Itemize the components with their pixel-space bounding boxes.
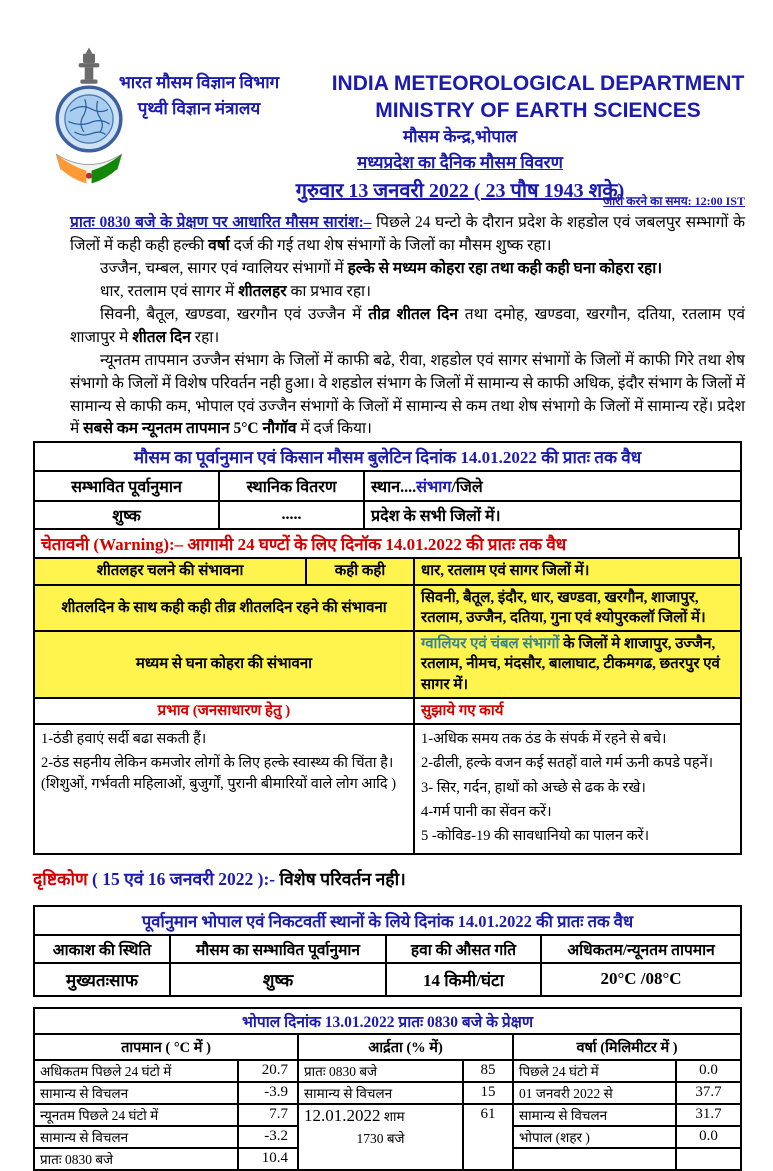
place-division: संभाग bbox=[416, 479, 452, 497]
summary-paragraph-1 bbox=[70, 212, 745, 258]
summary-text: धार, रतलाम एवं सागर में bbox=[100, 282, 239, 300]
outlook-text: विशेष परिवर्तन नही। bbox=[275, 868, 406, 889]
org-hindi-line1: भारत मौसम विज्ञान विभाग bbox=[118, 73, 280, 92]
summary-text: न्यूनतम तापमान उज्जैन संभाग के जिलों में काफी बढे, रीवा, शहडोल एवं सागर संभागों के जिलों में काफी गिरे तथा शेष संभागो के जिलों में विशेष परिवर्तन नही हुआ। वे शहडोल संभाग के जिलों में सामान्य से काफी अधिक, इंदौर संभाग के जिलों में सामान्य से काफी कम, भोपाल एवं उज्जैन संभागों के जिलों में सामान्य से कम तथा शेष संभागो के जिलों में सामान्य रहें। प्रदेश में bbox=[70, 351, 745, 438]
bulletin-date: गुरुवार 13 जनवरी 2022 ( 23 पौष 1943 शके) bbox=[295, 180, 625, 202]
coldwave-extent: कही कही bbox=[306, 558, 414, 584]
summary-paragraph-3 bbox=[70, 281, 745, 304]
observation-title-row bbox=[34, 1008, 741, 1034]
coldday-label: शीतलदिन के साथ कही कही तीव्र शीतलदिन रहने की संभावना bbox=[34, 585, 414, 632]
expected-weather-value: शुष्क bbox=[170, 963, 386, 996]
warning-table bbox=[33, 557, 742, 854]
bhopal-forecast-title-row bbox=[34, 906, 741, 935]
observation-group-row bbox=[34, 1034, 741, 1060]
bhopal-forecast-title: पूर्वानुमान भोपाल एवं निकटवर्ती स्थानों के लिये दिनांक 14.01.2022 की प्रातः तक वैध bbox=[34, 906, 741, 935]
forecast-col-place bbox=[364, 471, 741, 501]
action-item: 2-ढीली, हल्के वजन कई सतहों वाले गर्म ऊनी कपडे पहनें। bbox=[421, 755, 714, 772]
forecast-title: मौसम का पूर्वानुमान एवं किसान मौसम बुलेटिन दिनांक 14.01.2022 की प्रातः तक वैध bbox=[34, 442, 741, 471]
summary-text: सिवनी, बैतूल, खण्डवा, खरगौन एवं उज्जैन में bbox=[100, 305, 369, 323]
office-name: मौसम केन्द्र,भोपाल bbox=[402, 127, 517, 146]
temp-min-deviation-label: सामान्य से विचलन bbox=[34, 1126, 238, 1148]
summary-heading: प्रातः 0830 बजे के प्रेक्षण पर आधारित मौसम सारांश:– bbox=[70, 214, 372, 231]
observation-title: भोपाल दिनांक 13.01.2022 प्रातः 0830 बजे के प्रेक्षण bbox=[34, 1008, 741, 1034]
sky-condition-value: मुख्यतःसाफ bbox=[34, 963, 170, 996]
impact-item: 2-ठंड सहनीय लेकिन कमजोर लोगों के लिए हल्के स्वास्थ्य की चिंता है। (शिशुओं, गर्भवती महिलाओं, बुजुर्गों, पुरानी बीमारियों वाले लोग आदि ) bbox=[41, 755, 397, 792]
fog-districts-rest: के जिलों मे शाजापुर, उज्जैन, रतलाम, नीमच, मंदसौर, बालाघाट, टीकमगढ, छतरपुर एवं सागर में। bbox=[421, 636, 720, 693]
bhopal-forecast-value-row bbox=[34, 963, 741, 996]
impact-list bbox=[34, 724, 414, 853]
max-min-temp-header: अधिकतम/न्यूनतम तापमान bbox=[541, 935, 741, 963]
issue-time: जारी करने का समय: 12:00 IST bbox=[603, 194, 745, 208]
sky-condition-header: आकाश की स्थिति bbox=[34, 935, 170, 963]
org-english-line1: INDIA METEOROLOGICAL DEPARTMENT bbox=[331, 72, 745, 95]
summary-text: में दर्ज किया। bbox=[296, 420, 372, 438]
forecast-title-row bbox=[34, 442, 741, 471]
summary-text: दर्ज की गई तथा शेष संभागों के जिलों का मौसम शुष्क रहा। bbox=[229, 236, 552, 254]
outlook-label: दृष्टिकोण bbox=[33, 868, 88, 889]
summary-bold: तीव्र शीतल दिन bbox=[368, 305, 458, 323]
fog-divisions: ग्वालियर एवं चंबल संभागों bbox=[421, 636, 560, 653]
org-name-english bbox=[318, 70, 758, 125]
rain-bhopal-city-value: 0.0 bbox=[676, 1126, 741, 1148]
coldwave-districts: धार, रतलाम एवं सागर जिलों में। bbox=[414, 558, 741, 584]
temp-0830-label: प्रातः 0830 बजे bbox=[34, 1148, 238, 1170]
warning-banner-row bbox=[34, 529, 739, 558]
coldday-districts: सिवनी, बैतूल, इंदौर, धार, खण्डवा, खरगौन, शाजापुर, रतलाम, उज्जैन, दतिया, गुना एवं श्योपुरकलॉ जिलों में। bbox=[414, 585, 741, 632]
fog-row bbox=[34, 631, 741, 698]
rain-since-jan-value: 37.7 bbox=[676, 1082, 741, 1104]
summary-bold-min-temp: सबसे कम न्यूनतम तापमान 5°C नौगॉव bbox=[83, 420, 297, 438]
action-header: सुझाये गए कार्य bbox=[414, 698, 741, 724]
coldday-row bbox=[34, 585, 741, 632]
rain-24h-value: 0.0 bbox=[676, 1060, 741, 1082]
impact-action-row bbox=[34, 724, 741, 853]
summary-text: रहा। bbox=[190, 328, 220, 346]
forecast-table bbox=[33, 441, 742, 530]
humidity-deviation-label: सामान्य से विचलन bbox=[298, 1082, 463, 1104]
temp-min-24h-value: 7.7 bbox=[238, 1104, 298, 1126]
summary-paragraph-5 bbox=[70, 350, 745, 442]
summary-text: तथा दमोह, खण्डवा, खरगौन, दतिया, रतलाम एवं शाजापुर मे bbox=[70, 305, 745, 346]
summary-text: उज्जैन, चम्बल, सागर एवं ग्वालियर संभागों में bbox=[100, 259, 348, 277]
rainfall-group-header: वर्षा (मिलिमीटर में ) bbox=[513, 1034, 741, 1060]
rain-since-jan-label: 01 जनवरी 2022 से bbox=[513, 1082, 676, 1104]
coldwave-row bbox=[34, 558, 741, 584]
forecast-header-row bbox=[34, 471, 741, 501]
warning-banner-table bbox=[33, 528, 740, 559]
temp-max-deviation-label: सामान्य से विचलन bbox=[34, 1082, 238, 1104]
place-district: /जिले bbox=[451, 479, 483, 497]
humidity-evening-suffix: शाम bbox=[380, 1108, 405, 1124]
humidity-deviation-value: 15 bbox=[463, 1082, 513, 1104]
fog-label: मध्यम से घना कोहरा की संभावना bbox=[34, 631, 414, 698]
forecast-value-dry: शुष्क bbox=[34, 501, 219, 529]
temp-max-24h-value: 20.7 bbox=[238, 1060, 298, 1082]
action-item: 1-अधिक समय तक ठंड के संपर्क में रहने से बचे। bbox=[421, 731, 667, 748]
action-item: 3- सिर, गर्दन, हाथों को अच्छे से ढक के रखे। bbox=[421, 779, 646, 796]
observation-table bbox=[33, 1007, 742, 1171]
rain-empty-value bbox=[676, 1148, 741, 1170]
temp-max-deviation-value: -3.9 bbox=[238, 1082, 298, 1104]
summary-bold: शीतल दिन bbox=[132, 328, 191, 346]
temp-0830-value: 10.4 bbox=[238, 1148, 298, 1170]
org-name-hindi bbox=[104, 70, 294, 123]
bulletin-subtitle: मध्यप्रदेश का दैनिक मौसम विवरण bbox=[357, 153, 563, 172]
action-item: 4-गर्म पानी का सेंवन करें। bbox=[421, 804, 552, 821]
rain-deviation-value: 31.7 bbox=[676, 1104, 741, 1126]
summary-text: पिछले 24 घन्टो के दौरान प्रदेश के शहडोल एवं जबलपुर सम्भागों के जिलों में कही कही हल्की bbox=[70, 214, 745, 254]
summary-paragraph-4 bbox=[70, 304, 745, 350]
humidity-group-header: आर्द्रता (% में) bbox=[298, 1034, 513, 1060]
header bbox=[0, 0, 773, 206]
temp-min-deviation-value: -3.2 bbox=[238, 1126, 298, 1148]
org-english-line2: MINISTRY OF EARTH SCIENCES bbox=[375, 99, 701, 123]
observation-row bbox=[34, 1060, 741, 1082]
forecast-value-row bbox=[34, 501, 741, 529]
org-hindi-line2: पृथ्वी विज्ञान मंत्रालय bbox=[137, 99, 261, 119]
forecast-value-area: प्रदेश के सभी जिलों में। bbox=[364, 501, 741, 529]
temp-max-24h-label: अधिकतम पिछले 24 घंटो में bbox=[34, 1060, 238, 1082]
action-list bbox=[414, 724, 741, 853]
temperature-group-header: तापमान ( °C में ) bbox=[34, 1034, 298, 1060]
rain-deviation-label: सामान्य से विचलन bbox=[513, 1104, 676, 1126]
impact-header-row bbox=[34, 698, 741, 724]
max-min-temp-value: 20°C /08°C bbox=[541, 963, 741, 996]
observation-row bbox=[34, 1104, 741, 1126]
humidity-evening-time: 1730 बजे bbox=[356, 1130, 405, 1146]
observation-row bbox=[34, 1082, 741, 1104]
summary-bold: हल्के से मध्यम कोहरा रहा तथा कही कही घना कोहरा रहा। bbox=[347, 259, 663, 277]
forecast-col-spatial: स्थानिक वितरण bbox=[219, 471, 364, 501]
wind-speed-value: 14 किमी/घंटा bbox=[386, 963, 541, 996]
action-item: 5 -कोविड-19 की सावधानियो का पालन करें। bbox=[421, 828, 650, 845]
humidity-evening-date: 12.01.2022 bbox=[304, 1105, 381, 1125]
humidity-evening-label bbox=[298, 1104, 463, 1170]
impact-item: 1-ठंडी हवाएं सर्दी बढा सकती हैं। bbox=[41, 731, 207, 748]
humidity-0830-value: 85 bbox=[463, 1060, 513, 1082]
summary-bold: शीतलहर bbox=[238, 282, 287, 300]
ashoka-emblem-icon bbox=[79, 48, 100, 84]
expected-weather-header: मौसम का सम्भावित पूर्वानुमान bbox=[170, 935, 386, 963]
wind-speed-header: हवा की औसत गति bbox=[386, 935, 541, 963]
summary-bold: वर्षा bbox=[208, 236, 230, 254]
summary-paragraph-2 bbox=[70, 258, 745, 281]
place-label: स्थान.... bbox=[371, 479, 417, 497]
temp-min-24h-label: न्यूनतम पिछले 24 घंटो में bbox=[34, 1104, 238, 1126]
humidity-evening-value: 61 bbox=[463, 1104, 513, 1170]
rain-bhopal-city-label: भोपाल (शहर ) bbox=[513, 1126, 676, 1148]
summary-text: का प्रभाव रहा। bbox=[286, 282, 371, 300]
bhopal-forecast-table bbox=[33, 905, 742, 997]
warning-banner-text: चेतावनी (Warning):– आगामी 24 घण्टों के लिए दिनॉक 14.01.2022 की प्रातः तक वैध bbox=[34, 529, 739, 558]
forecast-col-expected: सम्भावित पूर्वानुमान bbox=[34, 471, 219, 501]
outlook-dates: ( 15 एवं 16 जनवरी 2022 ):- bbox=[87, 868, 276, 889]
coldwave-label: शीतलहर चलने की संभावना bbox=[34, 558, 306, 584]
forecast-value-dots: ..... bbox=[219, 501, 364, 529]
humidity-0830-label: प्रातः 0830 बजे bbox=[298, 1060, 463, 1082]
outlook-line bbox=[33, 867, 745, 891]
bhopal-forecast-header-row bbox=[34, 935, 741, 963]
impact-header: प्रभाव (जनसाधारण हेतु ) bbox=[34, 698, 414, 724]
rain-24h-label: पिछले 24 घंटो में bbox=[513, 1060, 676, 1082]
rain-empty-label bbox=[513, 1148, 676, 1170]
weather-summary bbox=[70, 212, 745, 441]
fog-districts bbox=[414, 631, 741, 698]
